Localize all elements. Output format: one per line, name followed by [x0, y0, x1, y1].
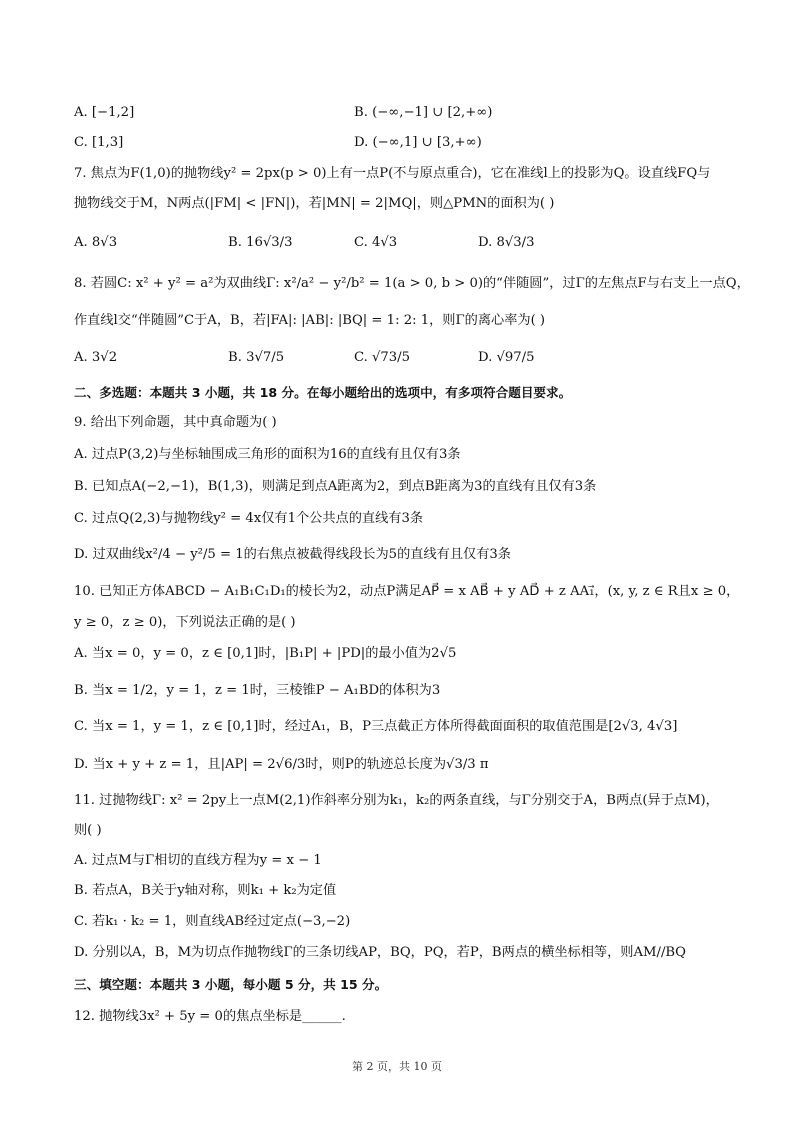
- q11-option-c: C. 若k₁ · k₂ = 1，则直线AB经过定点(−3,−2): [74, 914, 351, 929]
- q9-option-b: B. 已知点A(−2,−1)，B(1,3)，则满足到点A距离为2，到点B距离为3的直线有且仅有3条: [74, 479, 597, 494]
- q9-option-a: A. 过点P(3,2)与坐标轴围成三角形的面积为16的直线有且仅有3条: [74, 447, 461, 462]
- q6-option-b: B. (−∞,−1] ∪ [2,+∞): [354, 105, 493, 120]
- q8-stem-line1: 8. 若圆C: x² + y² = a²为双曲线Γ: x²/a² − y²/b² = 1(a > 0, b > 0)的“伴随圆”，过Γ的左焦点F与右支上一点Q，: [74, 276, 750, 291]
- q11-option-b: B. 若点A，B关于y轴对称，则k₁ + k₂为定值: [74, 883, 337, 898]
- q7-stem-line1: 7. 焦点为F(1,0)的抛物线y² = 2px(p > 0)上有一点P(不与原点重合)，它在准线l上的投影为Q。设直线FQ与: [74, 166, 711, 181]
- q10-stem-line2: y ≥ 0，z ≥ 0)，下列说法正确的是( ): [74, 615, 296, 630]
- q9-option-d: D. 过双曲线x²/4 − y²/5 = 1的右焦点被截得线段长为5的直线有且仅有3条: [74, 547, 511, 562]
- q8-option-d: D. √97/5: [478, 350, 535, 365]
- q7-option-b: B. 16√3/3: [228, 235, 293, 250]
- q6-option-c: C. [1,3]: [74, 135, 124, 150]
- q10-option-a: A. 当x = 0，y = 0，z ∈ [0,1]时，|B₁P| + |PD|的最小值为2√5: [74, 646, 457, 661]
- q10-option-c: C. 当x = 1，y = 1，z ∈ [0,1]时，经过A₁，B，P三点截正方体所得截面面积的取值范围是[2√3, 4√3]: [74, 719, 678, 734]
- q6-option-a: A. [−1,2]: [74, 105, 135, 120]
- q7-option-a: A. 8√3: [74, 235, 118, 250]
- q10-option-b: B. 当x = 1/2，y = 1，z = 1时，三棱锥P − A₁BD的体积为3: [74, 683, 441, 698]
- q9-stem: 9. 给出下列命题，其中真命题为( ): [74, 415, 277, 430]
- q8-option-b: B. 3√7/5: [228, 350, 285, 365]
- page-footer: 第 2 页，共 10 页: [352, 1060, 442, 1073]
- q12-stem: 12. 抛物线3x² + 5y = 0的焦点坐标是______.: [74, 1009, 346, 1024]
- q11-option-a: A. 过点M与Γ相切的直线方程为y = x − 1: [74, 853, 322, 868]
- section-heading-multi-choice: 二、多选题：本题共 3 小题，共 18 分。在每小题给出的选项中，有多项符合题目要求。: [74, 385, 572, 400]
- q8-option-a: A. 3√2: [74, 350, 118, 365]
- q11-stem-line2: 则( ): [74, 823, 102, 838]
- q11-stem-line1: 11. 过抛物线Γ: x² = 2py上一点M(2,1)作斜率分别为k₁，k₂的两条直线，与Γ分别交于A，B两点(异于点M)，: [74, 793, 719, 808]
- q7-option-c: C. 4√3: [354, 235, 398, 250]
- q7-option-d: D. 8√3/3: [478, 235, 535, 250]
- q10-option-d: D. 当x + y + z = 1，且|AP| = 2√6/3时，则P的轨迹总长度为√3/3 π: [74, 757, 489, 772]
- q11-option-d: D. 分别以A，B，M为切点作抛物线Γ的三条切线AP，BQ，PQ，若P，B两点的横坐标相等，则AM//BQ: [74, 945, 686, 960]
- q10-stem-line1: 10. 已知正方体ABCD − A₁B₁C₁D₁的棱长为2，动点P满足AP⃗ = x AB⃗ + y AD⃗ + z AA₁⃗，(x, y, z ∈ R且x ≥ 0，: [74, 584, 740, 599]
- q9-option-c: C. 过点Q(2,3)与抛物线y² = 4x仅有1个公共点的直线有3条: [74, 511, 424, 526]
- section-heading-fill-blank: 三、填空题：本题共 3 小题，每小题 5 分，共 15 分。: [74, 977, 388, 992]
- q8-option-c: C. √73/5: [354, 350, 411, 365]
- q8-stem-line2: 作直线l交“伴随圆”C于A，B，若|FA|: |AB|: |BQ| = 1: 2: 1，则Γ的离心率为( ): [74, 313, 546, 328]
- q7-stem-line2: 抛物线交于M，N两点(|FM| < |FN|)，若|MN| = 2|MQ|，则△PMN的面积为( ): [74, 196, 555, 211]
- q6-option-d: D. (−∞,1] ∪ [3,+∞): [354, 135, 482, 150]
